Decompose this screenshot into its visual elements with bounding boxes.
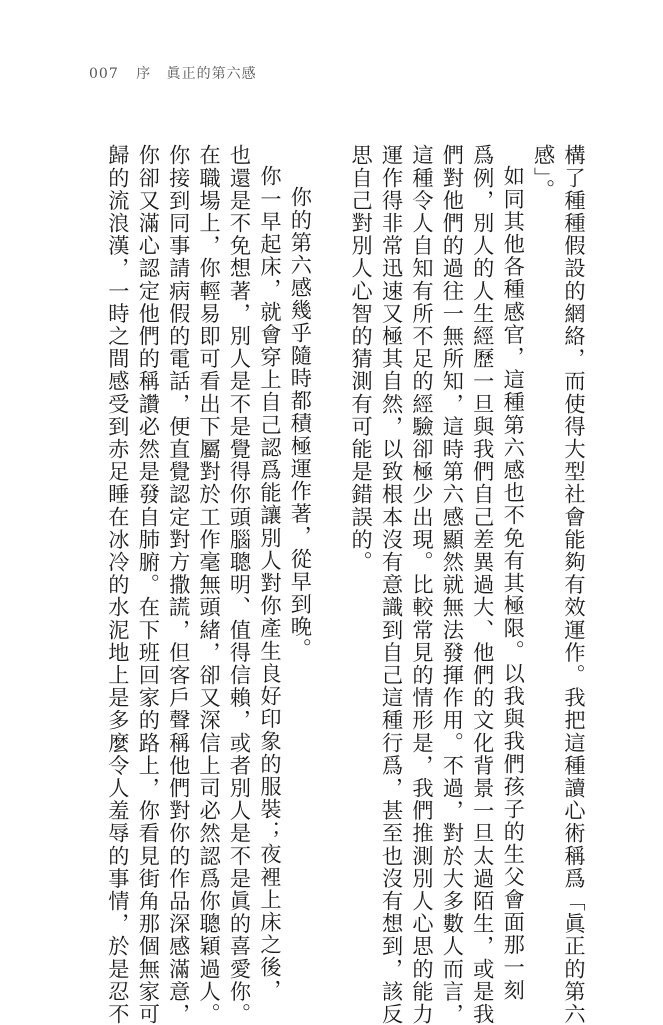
page-number: 007 [89, 66, 119, 82]
text-line: 你的第六感幾乎隨時都積極運作著，從早到晚。 [288, 186, 314, 661]
text-line: 這種令人自知有所不足的經驗卻極少出現。比較常見的情形是，我們推測別人心思的能力 [409, 144, 435, 1025]
section-label: 序 [136, 66, 152, 82]
text-line: 感」。 [531, 144, 557, 202]
text-line: 你一早起床，就會穿上自己認爲能讓別人對你產生良好印象的服裝；夜裡上床之後， [257, 165, 283, 1002]
text-line: 構了種種假設的網絡，而使得大型社會能夠有效運作。我把這種讀心術稱爲「眞正的第六 [562, 144, 587, 1025]
text-line: 也還是不免想著，別人是不是覺得你頭腦聰明、值得信賴，或者別人是不是眞的喜愛你。 [227, 144, 253, 1025]
text-line: 爲例，別人的人生經歷一旦與我們自己差異過大、他們的文化背景一旦太過陌生，或是我 [470, 144, 496, 1025]
body-text [103, 144, 590, 1025]
text-line: 在職場上，你輕易即可看出下屬對於工作毫無頭緒，卻又深信上司必然認爲你聰穎過人。 [197, 144, 223, 1025]
running-header [89, 63, 257, 83]
chapter-title: 眞正的第六感 [166, 66, 257, 82]
text-line: 你接到同事請病假的電話，便直覺認定對方撒謊，但客戶聲稱他們對你的作品深感滿意， [166, 144, 192, 1025]
text-line: 思自己對別人心智的猜測有可能是錯誤的。 [349, 144, 375, 574]
text-line: 運作得非常迅速又極其自然，以致根本沒有意識到自己這種行爲，甚至也沒有想到，該反 [379, 144, 405, 1025]
text-line: 如同其他各種感官，這種第六感也不免有其極限。以我與我們孩子的生父會面那一刻 [501, 165, 527, 1002]
text-line: 們對他們的過往一無所知，這時第六感顯然就無法發揮作用。不過，對於大多數人而言， [440, 144, 466, 1025]
text-line: 你卻又滿心認定他們的稱讚必然是發自肺腑。在下班回家的路上，你看見街角那個無家可 [136, 144, 162, 1025]
paragraph-gap [315, 144, 345, 864]
text-line: 歸的流浪漢，一時之間感受到赤足睡在冰冷的水泥地上是多麼令人羞辱的事情，於是忍不 [105, 144, 131, 1025]
